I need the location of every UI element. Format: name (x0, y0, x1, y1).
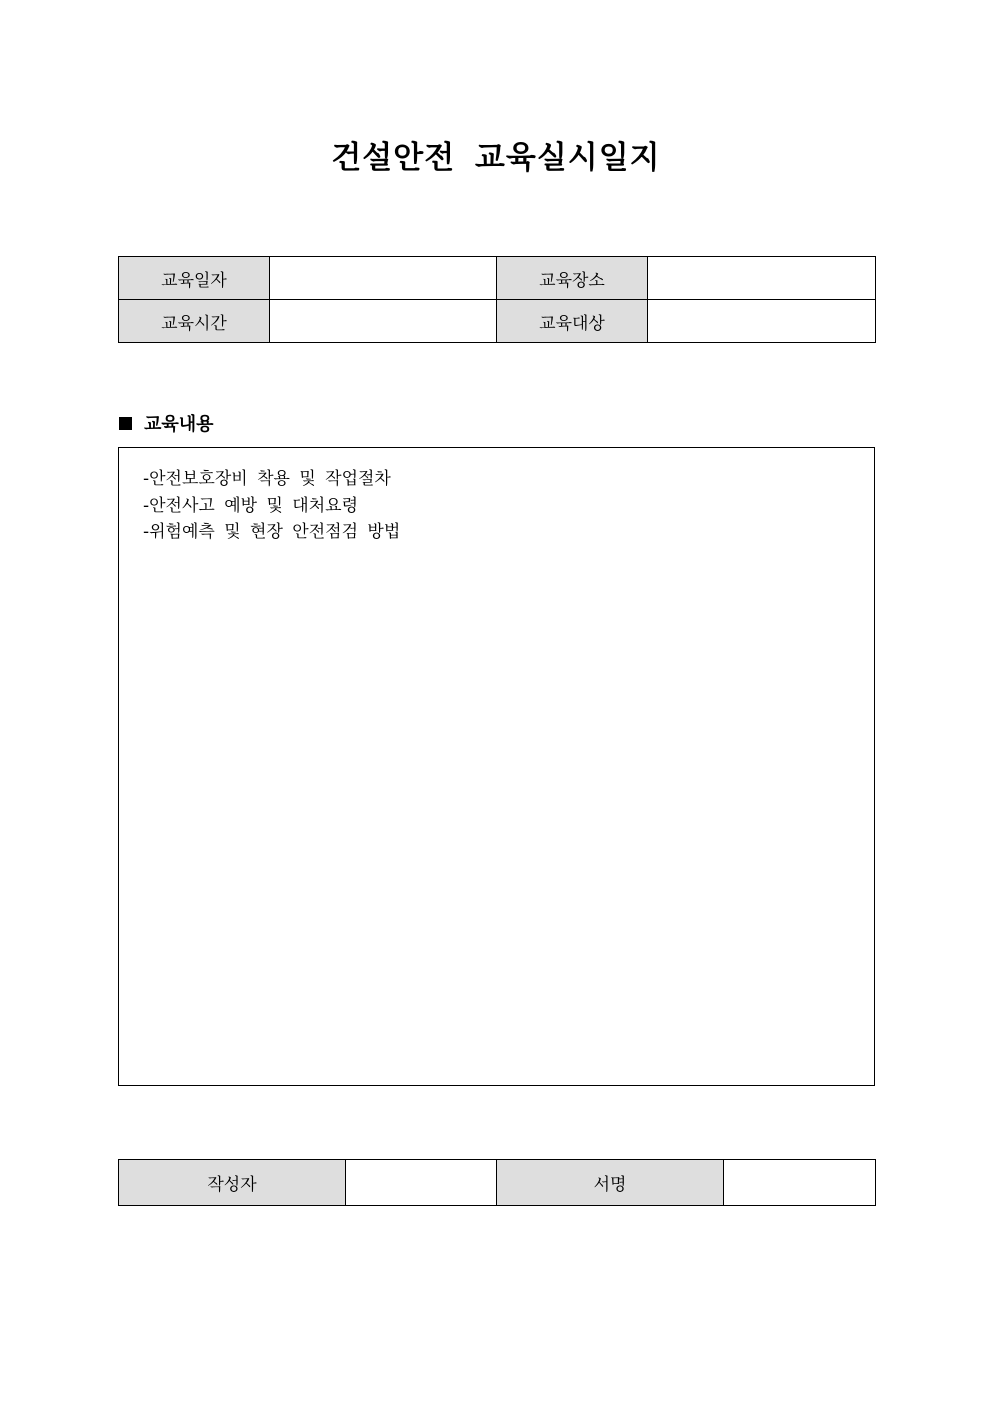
content-section-heading (119, 410, 214, 436)
list-item: -위험예측 및 현장 안전점검 방법 (143, 522, 401, 542)
content-section-title: 교육내용 (144, 414, 214, 435)
signature-table (118, 1159, 876, 1206)
list-item: -안전보호장비 착용 및 작업절차 (143, 469, 391, 489)
education-target-field[interactable] (648, 300, 876, 343)
education-target-label: 교육대상 (497, 300, 648, 343)
education-time-label: 교육시간 (119, 300, 270, 343)
table-row (119, 257, 876, 300)
education-time-field[interactable] (270, 300, 497, 343)
table-row (119, 1160, 876, 1206)
square-bullet-icon (119, 417, 132, 430)
signature-field[interactable] (724, 1160, 876, 1206)
writer-label: 작성자 (119, 1160, 346, 1206)
signature-label: 서명 (497, 1160, 724, 1206)
list-item: -안전사고 예방 및 대처요령 (143, 495, 358, 516)
content-list (143, 466, 400, 546)
education-date-label: 교육일자 (119, 257, 270, 300)
education-date-field[interactable] (270, 257, 497, 300)
table-row (119, 300, 876, 343)
document-title: 건설안전 교육실시일지 (331, 140, 661, 176)
education-place-field[interactable] (648, 257, 876, 300)
education-content-box[interactable] (118, 447, 875, 1086)
education-info-table (118, 256, 876, 343)
writer-field[interactable] (346, 1160, 497, 1206)
education-place-label: 교육장소 (497, 257, 648, 300)
